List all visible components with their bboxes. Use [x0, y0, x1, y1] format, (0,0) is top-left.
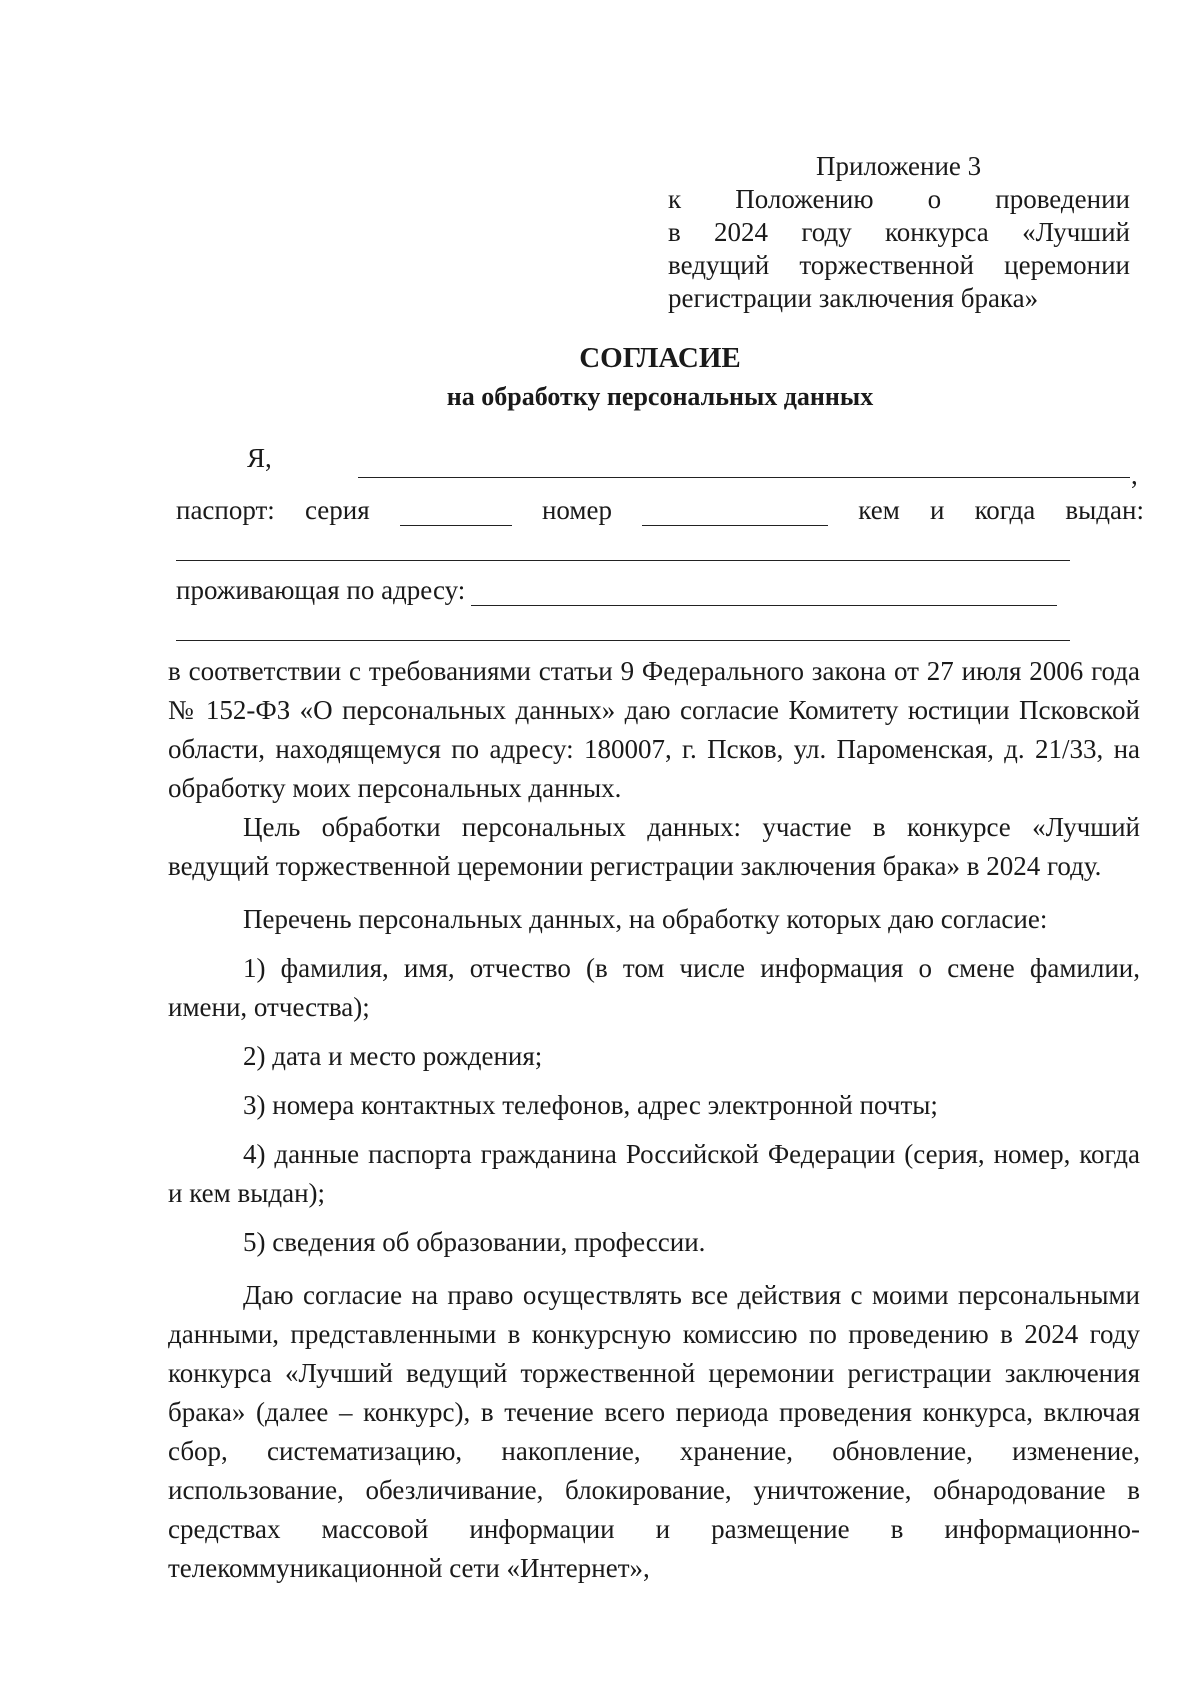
- document-title: СОГЛАСИЕ: [579, 342, 741, 374]
- issued-word: и: [929, 495, 945, 525]
- appendix-line: регистрации заключения брака»: [668, 283, 1039, 313]
- appendix-title: Приложение 3: [816, 151, 982, 181]
- series-label: серия: [304, 495, 370, 525]
- document-body: [168, 652, 1140, 1588]
- paragraph-list-intro: Перечень персональных данных, на обработку которых даю согласие:: [243, 904, 1048, 934]
- paragraph-purpose: Цель обработки персональных данных: участие в конкурсе «Лучший ведущий торжественной церемонии регистрации заключения брака» в 2024 году.: [168, 812, 1140, 881]
- issued-word: когда: [974, 495, 1036, 525]
- paragraph-consent-basis: в соответствии с требованиями статьи 9 Федерального закона от 27 июля 2006 года № 152-ФЗ «О персональных данных» даю согласие Комитету юстиции Псковской области, находящемуся по адресу: 180007, г. Псков, ул. Пароменская, д. 21/33, на обработку моих персональных данных.: [168, 656, 1140, 803]
- passport-label: паспорт:: [176, 495, 275, 525]
- issued-word: кем: [858, 495, 900, 525]
- list-item: 2) дата и место рождения;: [243, 1041, 543, 1071]
- series-field[interactable]: [400, 497, 512, 526]
- list-item: 5) сведения об образовании, профессии.: [243, 1227, 706, 1257]
- list-item: 4) данные паспорта гражданина Российской Федерации (серия, номер, когда и кем выдан);: [168, 1139, 1140, 1208]
- ya-label: Я,: [247, 443, 272, 473]
- passport-row: [176, 490, 1144, 526]
- number-label: номер: [541, 495, 612, 525]
- number-field[interactable]: [642, 497, 828, 526]
- appendix-line: ведущий торжественной церемонии: [668, 250, 1130, 280]
- paragraph-actions-consent: Даю согласие на право осуществлять все действия с моими персональными данными, представленными в конкурсную комиссию по проведению в 2024 году конкурса «Лучший ведущий торжественной церемонии регистрации заключения брака» (далее – конкурс), в течение всего периода проведения конкурса, включая сбор, систематизацию, накопление, хранение, обновление, изменение, использование, обезличивание, блокирование, уничтожение, обнародование в средствах массовой информации и размещение в информационно-телекоммуникационной сети «Интернет»,: [168, 1280, 1140, 1583]
- full-name-field[interactable]: [358, 477, 1130, 478]
- appendix-line: к Положению о проведении: [668, 184, 1130, 214]
- comma-mark: ,: [1131, 460, 1138, 490]
- issued-word: выдан:: [1065, 495, 1144, 525]
- address-field-continued[interactable]: [176, 640, 1070, 641]
- list-item: 3) номера контактных телефонов, адрес электронной почты;: [243, 1090, 938, 1120]
- address-field[interactable]: [471, 577, 1057, 606]
- address-label: проживающая по адресу:: [176, 575, 466, 605]
- address-row: [176, 570, 1057, 606]
- issued-by-field[interactable]: [176, 560, 1070, 561]
- appendix-line: в 2024 году конкурса «Лучший: [668, 217, 1130, 247]
- list-item: 1) фамилия, имя, отчество (в том числе информация о смене фамилии, имени, отчества);: [168, 953, 1140, 1022]
- appendix-block: [668, 150, 1130, 315]
- document-subtitle: на обработку персональных данных: [446, 382, 874, 411]
